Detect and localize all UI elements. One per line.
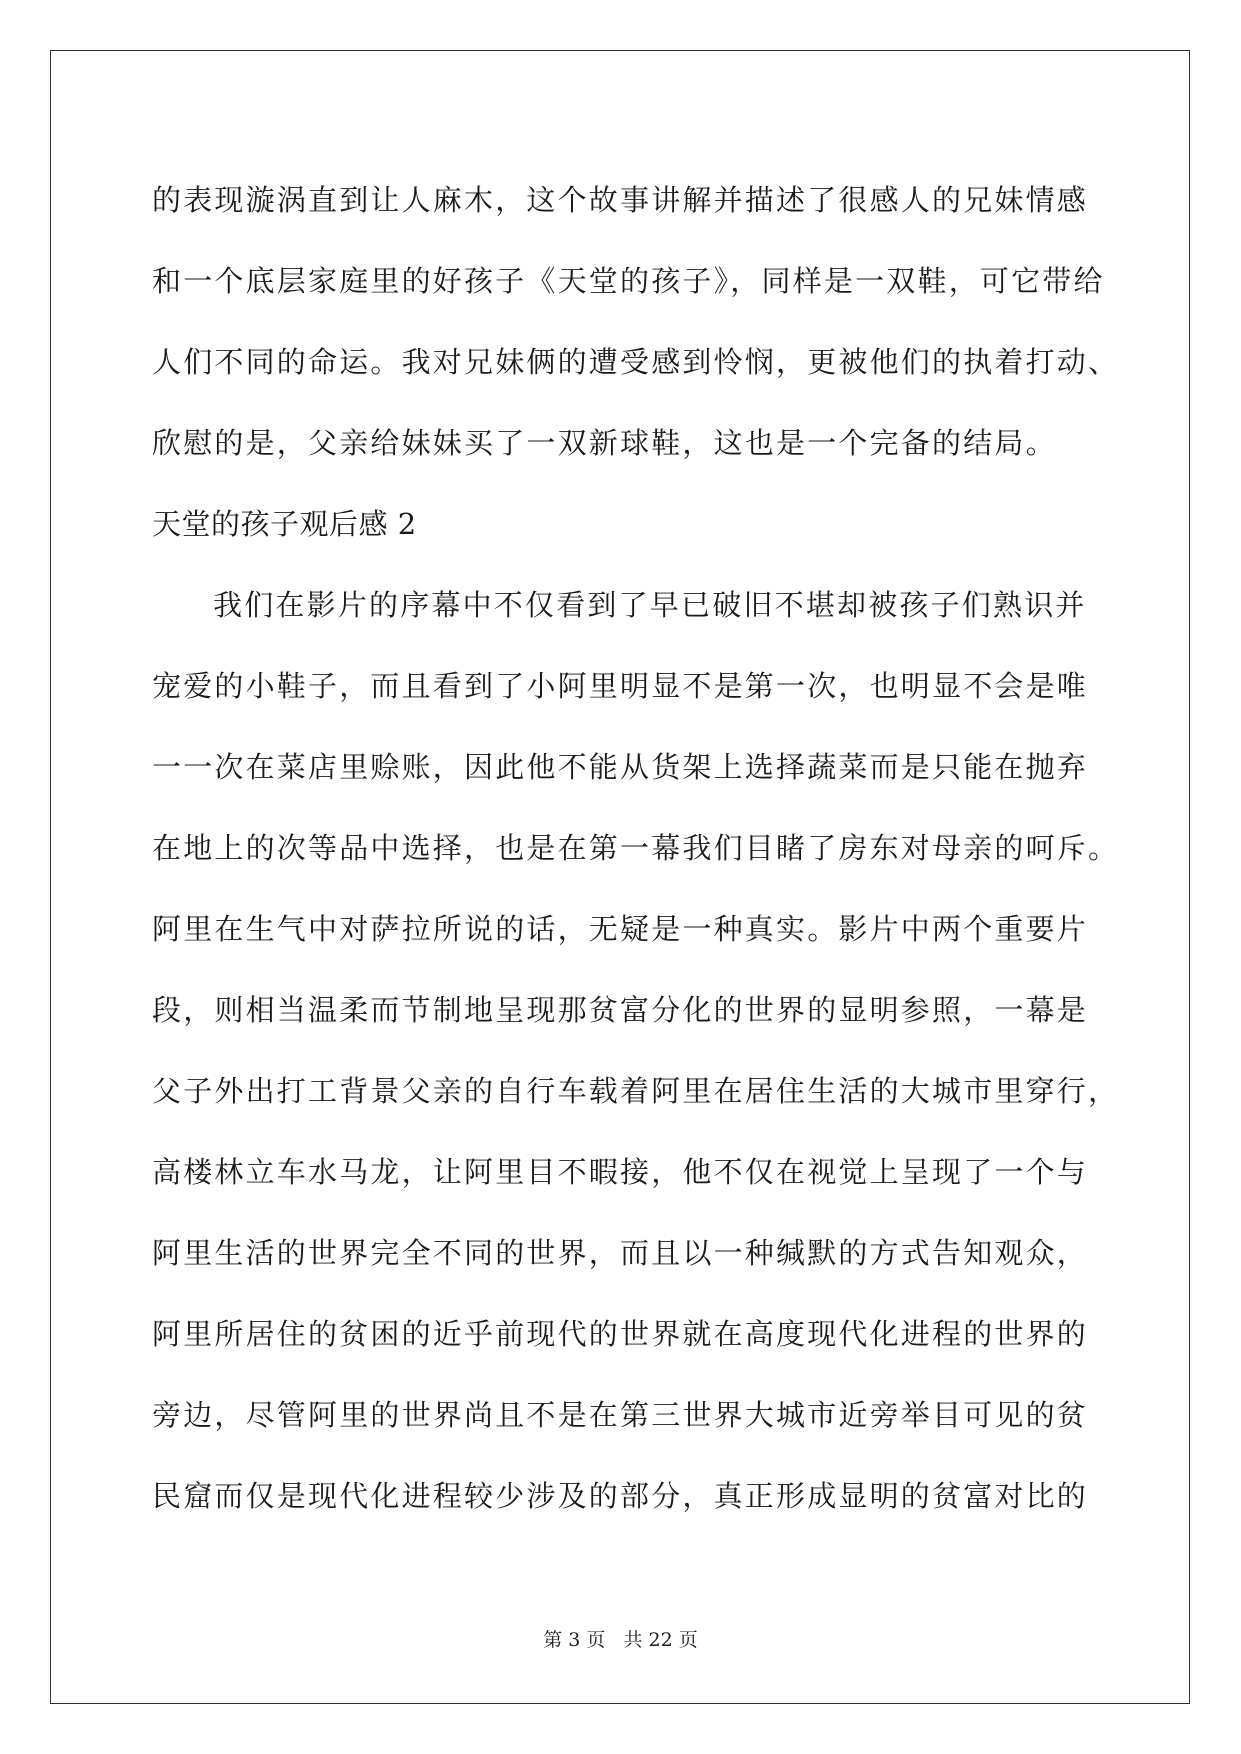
page-number: 第 3 页 xyxy=(543,1629,606,1651)
text-line: 在地上的次等品中选择，也是在第一幕我们目睹了房东对母亲的呵斥。 xyxy=(152,831,1120,865)
page-total: 共 22 页 xyxy=(623,1629,698,1651)
text-line: 宠爱的小鞋子，而且看到了小阿里明显不是第一次，也明显不会是唯 xyxy=(152,669,1089,703)
section-heading: 天堂的孩子观后感 2 xyxy=(152,507,417,541)
text-line: 人们不同的命运。我对兄妹俩的遭受感到怜悯，更被他们的执着打动、 xyxy=(152,345,1120,379)
text-line: 我们在影片的序幕中不仅看到了早已破旧不堪却被孩子们熟识并 xyxy=(213,588,1087,622)
text-line: 段，则相当温柔而节制地呈现那贫富分化的世界的显明参照，一幕是 xyxy=(152,993,1089,1027)
document-body xyxy=(152,160,1120,1537)
text-line: 父子外出打工背景父亲的自行车载着阿里在居住生活的大城市里穿行， xyxy=(152,1074,1120,1108)
text-line: 高楼林立车水马龙，让阿里目不暇接，他不仅在视觉上呈现了一个与 xyxy=(152,1155,1089,1189)
text-line: 和一个底层家庭里的好孩子《天堂的孩子》，同样是一双鞋，可它带给 xyxy=(152,264,1105,298)
text-line: 旁边，尽管阿里的世界尚且不是在第三世界大城市近旁举目可见的贫 xyxy=(152,1398,1089,1432)
text-line: 欣慰的是，父亲给妹妹买了一双新球鞋，这也是一个完备的结局。 xyxy=(152,426,1057,460)
text-line: 阿里生活的世界完全不同的世界，而且以一种缄默的方式告知观众， xyxy=(152,1236,1089,1270)
text-line: 阿里所居住的贫困的近乎前现代的世界就在高度现代化进程的世界的 xyxy=(152,1317,1089,1351)
text-line: 民窟而仅是现代化进程较少涉及的部分，真正形成显明的贫富对比的 xyxy=(152,1479,1089,1513)
text-line: 一一次在菜店里赊账，因此他不能从货架上选择蔬菜而是只能在抛弃 xyxy=(152,750,1089,784)
text-line: 阿里在生气中对萨拉所说的话，无疑是一种真实。影片中两个重要片 xyxy=(152,912,1089,946)
text-line: 的表现漩涡直到让人麻木，这个故事讲解并描述了很感人的兄妹情感 xyxy=(152,183,1089,217)
page-footer xyxy=(0,1625,1241,1652)
